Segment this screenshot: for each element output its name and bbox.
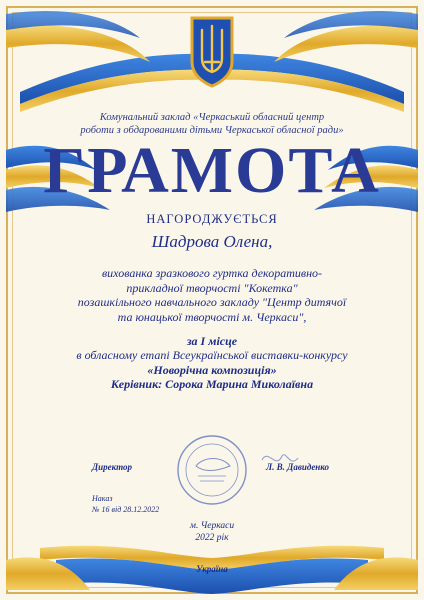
order-reference	[92, 493, 159, 515]
place-and-date	[0, 520, 424, 544]
recipient-name: Шадрова Олена,	[151, 232, 273, 251]
contest-name	[0, 348, 424, 377]
contest-line-1: в обласному етапі Всеукраїнської виставки-конкурсу	[76, 348, 348, 362]
description-line-4: та юнацької творчості м. Черкаси",	[117, 309, 307, 324]
awarded-heading: НАГОРОДЖУЄТЬСЯ	[146, 212, 278, 226]
recipient-description	[0, 266, 424, 324]
ribbon-label: Україна	[196, 564, 228, 574]
signature-role: Директор	[92, 462, 132, 472]
trident-emblem-icon	[192, 18, 232, 86]
signature-scribble-icon	[262, 455, 298, 461]
description-line-3: позашкільного навчального закладу "Центр дитячої	[77, 295, 347, 309]
description-line-1: вихованка зразкового гуртка декоративно-	[101, 266, 323, 280]
document-title: ГРАМОТА	[43, 134, 381, 207]
institution-line-1: Комунальний заклад «Черкаський обласний центр	[99, 112, 325, 123]
order-line-1: Наказ	[92, 494, 113, 503]
contest-line-2: «Новорічна композиція»	[147, 362, 277, 377]
city-name: м. Черкаси	[189, 521, 235, 531]
order-line-2: № 16 від 28.12.2022	[92, 505, 160, 514]
year: 2022 рік	[195, 533, 229, 543]
award-place: за І місце	[186, 334, 238, 348]
seal-stamp-icon	[178, 436, 246, 504]
institution-line-2: роботи з обдарованими дітьми Черкаської обласної ради»	[80, 125, 344, 136]
signature-name: Л. В. Давиденко	[266, 462, 330, 472]
description-line-2: прикладної творчості "Кокетка"	[126, 280, 298, 295]
leader-name: Керівник: Сорока Марина Миколаївна	[110, 377, 314, 391]
